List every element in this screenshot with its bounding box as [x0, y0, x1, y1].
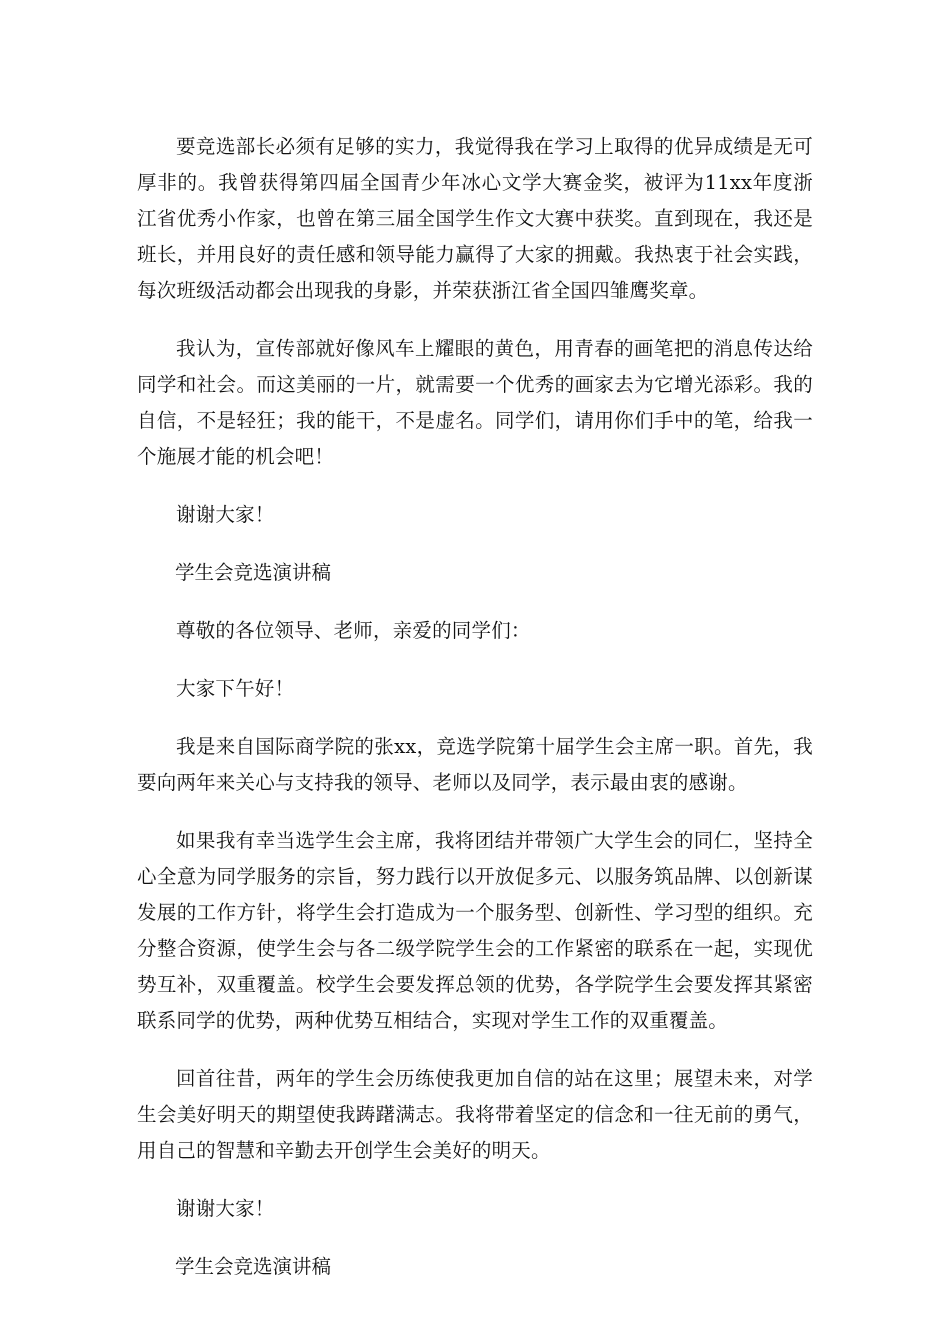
- section-heading-2: 学生会竞选演讲稿: [175, 1255, 332, 1278]
- paragraph-greeting: 大家下午好！: [176, 677, 295, 700]
- paragraph-outlook: 回首往昔，两年的学生会历练使我更加自信的站在这里；展望未来，对学生会美好明天的期望使我踌躇满志。我将带着坚定的信念和一往无前的勇气，用自己的智慧和辛勤去开创学生会美好的明天。: [137, 1067, 813, 1162]
- paragraph-plan: 如果我有幸当选学生会主席，我将团结并带领广大学生会的同仁，坚持全心全意为同学服务的宗旨，努力践行以开放促多元、以服务筑品牌、以创新谋发展的工作方针，将学生会打造成为一个服务型、创新性、学习型的组织。充分整合资源，使学生会与各二级学院学生会的工作紧密的联系在一起，实现优势互补，双重覆盖。校学生会要发挥总领的优势，各学院学生会要发挥其紧密联系同学的优势，两种优势互相结合，实现对学生工作的双重覆盖。: [137, 829, 813, 1032]
- paragraph-introduction: 我是来自国际商学院的张xx，竞选学院第十届学生会主席一职。首先，我要向两年来关心与支持我的领导、老师以及同学，表示最由衷的感谢。: [137, 735, 813, 794]
- paragraph-thanks: 谢谢大家！: [176, 503, 275, 526]
- paragraph-qualifications: 要竞选部长必须有足够的实力，我觉得我在学习上取得的优异成绩是无可厚非的。我曾获得第四届全国青少年冰心文学大赛金奖，被评为11xx年度浙江省优秀小作家，也曾在第三届全国学生作文大赛中获奖。直到现在，我还是班长，并用良好的责任感和领导能力赢得了大家的拥戴。我热衷于社会实践，每次班级活动都会出现我的身影，并荣获浙江省全国四雏鹰奖章。: [137, 135, 813, 302]
- paragraph-propaganda-department: 我认为，宣传部就好像风车上耀眼的黄色，用青春的画笔把的消息传达给同学和社会。而这美丽的一片，就需要一个优秀的画家去为它增光添彩。我的自信，不是轻狂；我的能干，不是虚名。同学们，请用你们手中的笔，给我一个施展才能的机会吧！: [137, 337, 813, 468]
- paragraph-salutation: 尊敬的各位领导、老师，亲爱的同学们：: [176, 619, 531, 642]
- paragraph-thanks-2: 谢谢大家！: [176, 1197, 275, 1220]
- section-heading: 学生会竞选演讲稿: [175, 561, 332, 584]
- document-body: [137, 129, 813, 1285]
